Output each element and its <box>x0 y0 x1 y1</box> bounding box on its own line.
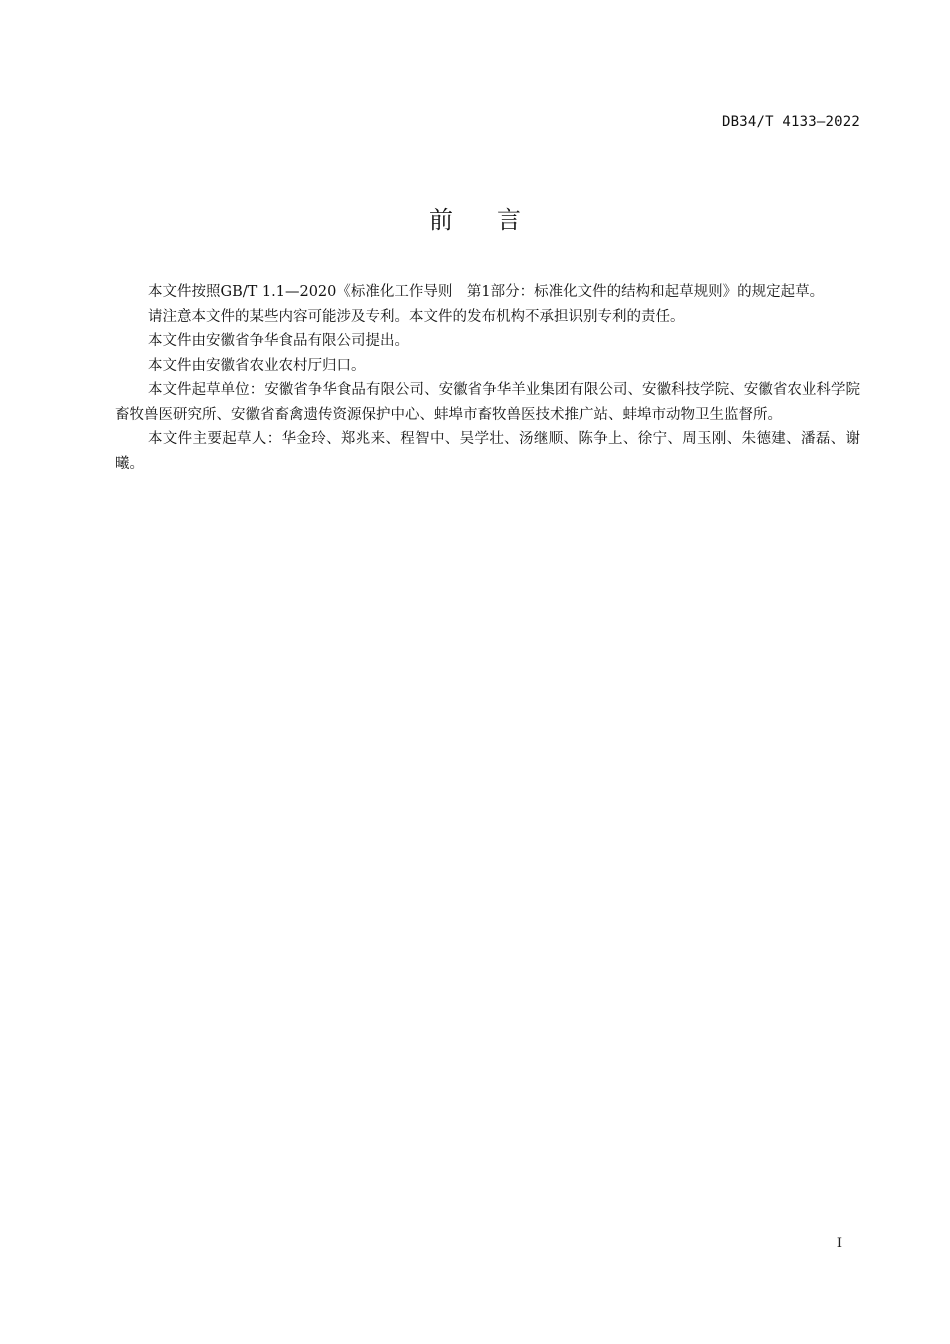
paragraph-drafting-units: 本文件起草单位：安徽省争华食品有限公司、安徽省争华羊业集团有限公司、安徽科技学院、安徽省农业科学院畜牧兽医研究所、安徽省畜禽遗传资源保护中心、蚌埠市畜牧兽医技术推广站、蚌埠市动物卫生监督所。 <box>115 382 860 423</box>
paragraph-drafters: 本文件主要起草人：华金玲、郑兆来、程智中、吴学壮、汤继顺、陈争上、徐宁、周玉刚、朱德建、潘磊、谢曦。 <box>115 431 860 472</box>
paragraph-patent-notice: 请注意本文件的某些内容可能涉及专利。本文件的发布机构不承担识别专利的责任。 <box>148 308 685 325</box>
foreword-body <box>115 280 860 476</box>
page-title: 前言 <box>429 206 565 234</box>
page-number: I <box>836 1236 842 1251</box>
paragraph-proposer: 本文件由安徽省争华食品有限公司提出。 <box>148 333 409 349</box>
document-number: DB34/T 4133—2022 <box>721 114 860 130</box>
paragraph-drafting-rules: 本文件按照GB/T 1.1—2020《标准化工作导则 第1部分：标准化文件的结构和起草规则》的规定起草。 <box>148 284 825 300</box>
paragraph-administrator: 本文件由安徽省农业农村厅归口。 <box>148 357 366 374</box>
